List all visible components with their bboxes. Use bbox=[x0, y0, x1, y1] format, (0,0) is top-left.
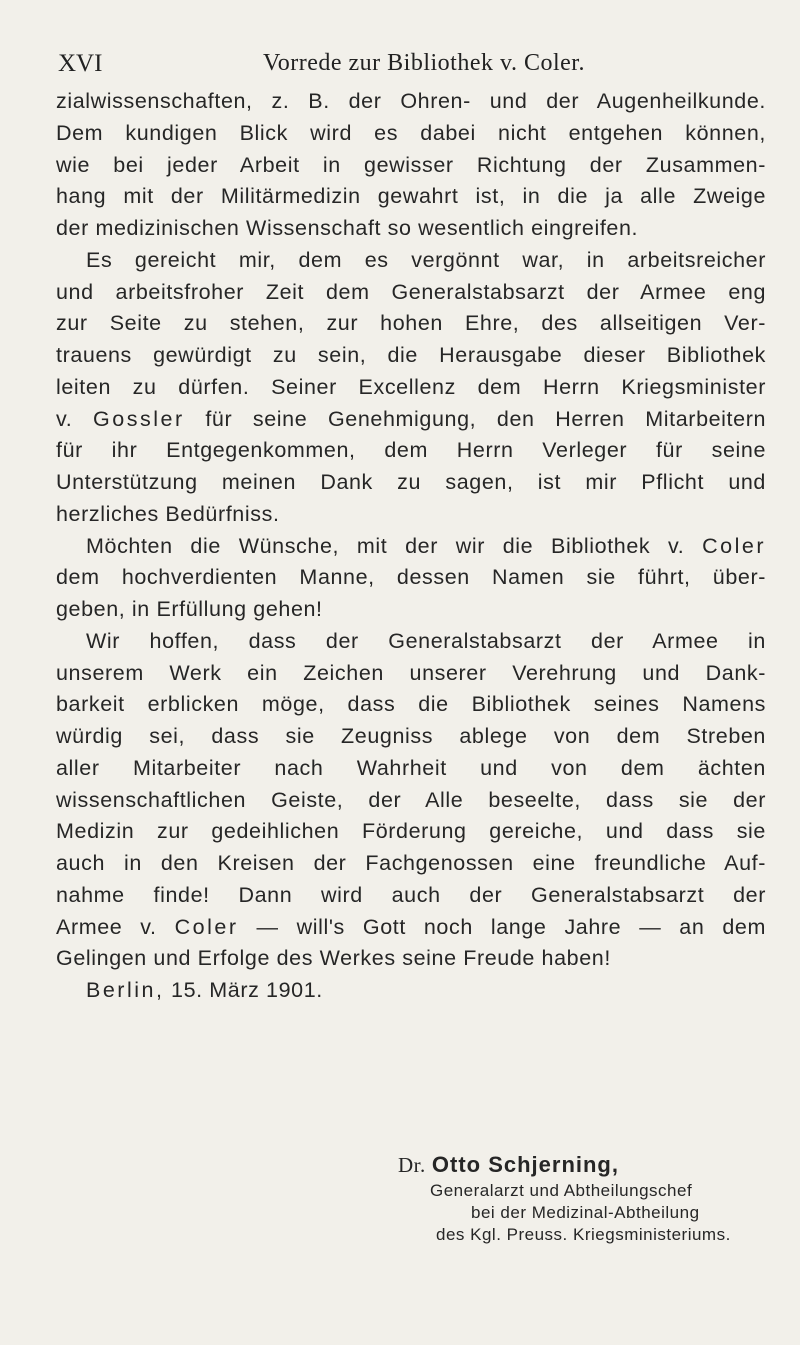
text-line bbox=[56, 531, 766, 563]
text-line: wissenschaftlichen Geiste, der Alle beseelte, dass sie der bbox=[56, 787, 766, 812]
text-line: Dem kundigen Blick wird es dabei nicht entgehen können, bbox=[56, 120, 766, 145]
running-title: Vorrede zur Bibliothek v. Coler. bbox=[263, 50, 585, 76]
text-line: Wir hoffen, dass der Generalstabsarzt der Armee in bbox=[86, 628, 766, 653]
text-line: herzliches Bedürfniss. bbox=[56, 501, 280, 526]
date: 15. März 1901. bbox=[171, 978, 323, 1002]
text-line: und arbeitsfroher Zeit dem Generalstabsarzt der Armee eng bbox=[56, 279, 766, 304]
text-line: trauens gewürdigt zu sein, die Herausgabe dieser Bibliothek bbox=[56, 343, 766, 367]
text-line: hang mit der Militärmedizin gewahrt ist, in die ja alle Zweige bbox=[56, 184, 766, 209]
text-line: Es gereicht mir, dem es vergönnt war, in arbeitsreicher bbox=[86, 247, 766, 272]
place-berlin: Berlin, bbox=[86, 978, 165, 1002]
text-line: unserem Werk ein Zeichen unserer Verehrung und Dank- bbox=[56, 660, 766, 685]
page-header bbox=[58, 50, 760, 80]
text-line: würdig sei, dass sie Zeugniss ablege von dem Streben bbox=[56, 724, 766, 748]
signatory-name bbox=[398, 1150, 778, 1180]
text-line: zur Seite zu stehen, zur hohen Ehre, des allseitigen Ver- bbox=[56, 311, 766, 336]
text-line: Medizin zur gedeihlichen Förderung gereiche, und dass sie bbox=[56, 819, 766, 844]
name-coler: Coler bbox=[174, 914, 239, 939]
text-fragment: Armee v. bbox=[56, 914, 157, 939]
signatory-department: bei der Medizinal-Abtheilung bbox=[471, 1203, 700, 1222]
signatory-full-name: Otto Schjerning, bbox=[431, 1152, 619, 1177]
text-line: der medizinischen Wissenschaft so wesentlich eingreifen. bbox=[56, 216, 639, 240]
text-line bbox=[56, 404, 766, 436]
text-line: zialwissenschaften, z. B. der Ohren- und der Augenheilkunde. bbox=[56, 89, 766, 113]
text-line: wie bei jeder Arbeit in gewisser Richtung der Zusammen- bbox=[56, 152, 766, 177]
text-fragment: für seine Genehmigung, den Herren Mitarbeitern bbox=[205, 406, 767, 431]
academic-title: Dr. bbox=[398, 1153, 426, 1177]
text-fragment: Möchten die Wünsche, mit der wir die Bibliothek v. bbox=[86, 533, 685, 558]
name-gossler: Gossler bbox=[93, 406, 185, 431]
signatory-ministry: des Kgl. Preuss. Kriegsministeriums. bbox=[436, 1225, 731, 1244]
text-line bbox=[56, 912, 766, 944]
text-line: geben, in Erfüllung gehen! bbox=[56, 597, 323, 621]
signature-block bbox=[398, 1150, 778, 1246]
text-line: barkeit erblicken möge, dass die Bibliothek seines Namens bbox=[56, 692, 766, 717]
text-fragment: — will's Gott noch lange Jahre — an dem bbox=[256, 914, 767, 939]
text-line: Gelingen und Erfolge des Werkes seine Freude haben! bbox=[56, 946, 611, 971]
dateline bbox=[56, 975, 766, 1007]
text-line: nahme finde! Dann wird auch der Generalstabsarzt der bbox=[56, 882, 766, 907]
text-line: auch in den Kreisen der Fachgenossen eine freundliche Auf- bbox=[56, 851, 766, 875]
text-line: für ihr Entgegenkommen, dem Herrn Verleger für seine bbox=[56, 438, 766, 463]
text-line: leiten zu dürfen. Seiner Excellenz dem Herrn Kriegsminister bbox=[56, 374, 766, 399]
name-coler: Coler bbox=[702, 533, 767, 558]
text-line: aller Mitarbeiter nach Wahrheit und von dem ächten bbox=[56, 755, 766, 780]
text-line: dem hochverdienten Manne, dessen Namen sie führt, über- bbox=[56, 565, 766, 590]
page-number: XVI bbox=[58, 50, 103, 77]
text-line: Unterstützung meinen Dank zu sagen, ist mir Pflicht und bbox=[56, 470, 766, 494]
signatory-role: Generalarzt und Abtheilungschef bbox=[430, 1181, 693, 1200]
preface-body bbox=[56, 86, 766, 1007]
text-fragment: v. bbox=[56, 406, 73, 431]
